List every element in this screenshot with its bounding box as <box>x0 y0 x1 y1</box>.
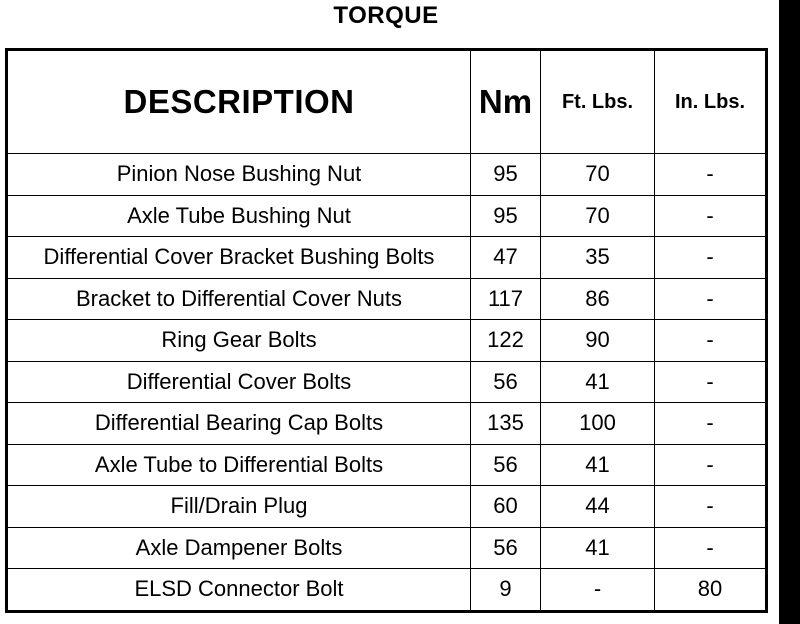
cell-nm: 9 <box>471 569 541 612</box>
cell-nm: 95 <box>471 154 541 196</box>
cell-in-lbs: - <box>655 237 767 279</box>
cell-description: Axle Tube Bushing Nut <box>7 195 471 237</box>
cell-ft-lbs: 41 <box>541 444 655 486</box>
header-in-lbs: In. Lbs. <box>655 50 767 154</box>
cell-ft-lbs: 70 <box>541 195 655 237</box>
cell-description: Ring Gear Bolts <box>7 320 471 362</box>
header-row <box>7 50 767 154</box>
table-row <box>7 444 767 486</box>
edge-bar <box>779 0 800 624</box>
cell-ft-lbs: 44 <box>541 486 655 528</box>
cell-ft-lbs: - <box>541 569 655 612</box>
cell-in-lbs: - <box>655 486 767 528</box>
table-row <box>7 361 767 403</box>
cell-in-lbs: - <box>655 154 767 196</box>
cell-ft-lbs: 41 <box>541 527 655 569</box>
cell-ft-lbs: 100 <box>541 403 655 445</box>
header-ft-lbs: Ft. Lbs. <box>541 50 655 154</box>
cell-in-lbs: - <box>655 195 767 237</box>
cell-description: Axle Dampener Bolts <box>7 527 471 569</box>
cell-nm: 56 <box>471 527 541 569</box>
cell-nm: 122 <box>471 320 541 362</box>
cell-ft-lbs: 35 <box>541 237 655 279</box>
table-row <box>7 278 767 320</box>
cell-in-lbs: - <box>655 361 767 403</box>
torque-table <box>5 48 768 613</box>
cell-nm: 56 <box>471 444 541 486</box>
page-title: TORQUE <box>333 2 439 29</box>
cell-description: Fill/Drain Plug <box>7 486 471 528</box>
cell-description: Differential Cover Bracket Bushing Bolts <box>7 237 471 279</box>
cell-description: ELSD Connector Bolt <box>7 569 471 612</box>
cell-in-lbs: 80 <box>655 569 767 612</box>
header-description: DESCRIPTION <box>7 50 471 154</box>
table-row <box>7 569 767 612</box>
cell-description: Pinion Nose Bushing Nut <box>7 154 471 196</box>
table-row <box>7 154 767 196</box>
cell-nm: 56 <box>471 361 541 403</box>
cell-description: Differential Cover Bolts <box>7 361 471 403</box>
table-row <box>7 403 767 445</box>
table-row <box>7 320 767 362</box>
table-row <box>7 486 767 528</box>
cell-ft-lbs: 86 <box>541 278 655 320</box>
cell-ft-lbs: 90 <box>541 320 655 362</box>
cell-in-lbs: - <box>655 444 767 486</box>
table-row <box>7 237 767 279</box>
cell-description: Axle Tube to Differential Bolts <box>7 444 471 486</box>
cell-description: Bracket to Differential Cover Nuts <box>7 278 471 320</box>
header-nm: Nm <box>471 50 541 154</box>
cell-nm: 95 <box>471 195 541 237</box>
cell-nm: 135 <box>471 403 541 445</box>
cell-description: Differential Bearing Cap Bolts <box>7 403 471 445</box>
cell-nm: 47 <box>471 237 541 279</box>
table-row <box>7 527 767 569</box>
cell-in-lbs: - <box>655 278 767 320</box>
cell-in-lbs: - <box>655 403 767 445</box>
cell-nm: 60 <box>471 486 541 528</box>
cell-in-lbs: - <box>655 320 767 362</box>
cell-nm: 117 <box>471 278 541 320</box>
cell-ft-lbs: 41 <box>541 361 655 403</box>
table-row <box>7 195 767 237</box>
cell-ft-lbs: 70 <box>541 154 655 196</box>
cell-in-lbs: - <box>655 527 767 569</box>
